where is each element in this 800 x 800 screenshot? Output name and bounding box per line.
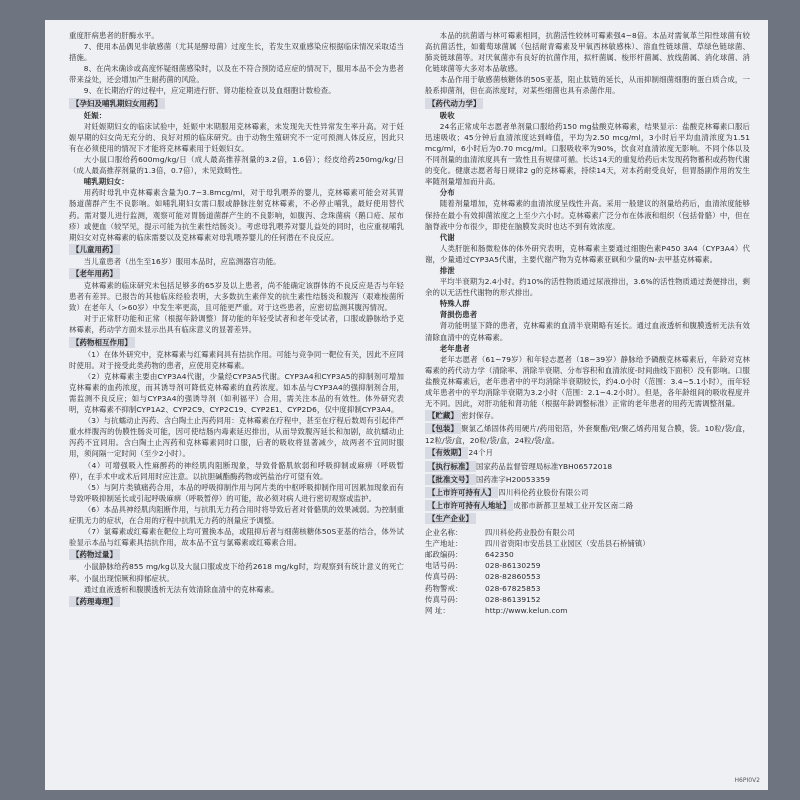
paragraph: 8、在尚未确诊或高度怀疑细菌感染时，以及在不符合预防适应症的情况下，服用本品不会为患者带来益处，还会增加产生耐药菌的风险。: [69, 64, 404, 85]
manufacturer-row: 传真号码： 028-82860553: [425, 572, 541, 582]
subheading: 肾损伤患者: [439, 310, 478, 320]
package-line: [425, 422, 750, 446]
paragraph: 9、在长期治疗的过程中，应定期进行肝、肾功能检查以及血细胞计数检查。: [83, 86, 336, 96]
manufacturer-row: 药物警戒： 028-67825853: [425, 583, 541, 593]
paragraph: 7、使用本品偶见非敏感菌（尤其是酵母菌）过度生长，若发生双重感染应根据临床情况采取适当措施。: [69, 42, 404, 63]
validity-value: 24个月: [468, 448, 494, 458]
paragraph: 通过血液透析和腹膜透析无法有效清除血清中的克林霉素。: [83, 584, 279, 594]
paragraph: 肾功能明显下降的患者，克林霉素的血清半衰期略有延长。通过血液透析和腹膜透析无法有效清除血清中的克林霉素。: [425, 321, 750, 342]
paragraph: 随着剂量增加，克林霉素的血清浓度呈线性升高。采用一般建议的剂量给药后，血清浓度能够保持在最小有效抑菌浓度之上至少六小时。克林霉素广泛分布在体液和组织（包括骨骼）中，但在脑脊液中分布很少，即使在脑膜发炎时也达不到有效浓度。: [425, 199, 750, 231]
manufacturer-row: 生产地址： 四川省资阳市安岳县工业园区（安岳县石桥铺镇）: [425, 539, 650, 549]
holder-value: 四川科伦药业股份有限公司: [498, 487, 589, 497]
validity-line: [425, 446, 750, 459]
section-heading-pharmacology: 【药理毒理】: [69, 596, 120, 607]
paragraph: 当儿童患者（出生至16岁）服用本品时，应监测器官功能。: [83, 256, 281, 266]
section-heading-holder: 【上市许可持有人】: [425, 487, 498, 498]
leaflet-sheet: [45, 20, 768, 790]
package-value: 聚氯乙烯固体药用硬片/药用铝箔，外套聚酯/铝/聚乙烯药用复合膜，袋。10粒/袋/盒，12粒/袋/盒，20粒/袋/盒，24粒/袋/盒。: [425, 424, 750, 446]
section-heading-interactions: 【药物相互作用】: [69, 337, 135, 348]
paragraph: 大小鼠口服给药600mg/kg/日（成人最高推荐剂量的3.2倍，1.6倍）；经皮给药250mg/kg/日（成人最高推荐剂量的1.3倍，0.7倍），未见致畸性。: [69, 155, 404, 176]
paragraph: 本品的抗菌谱与林可霉素相同，抗菌活性较林可霉素强4~8倍。本品对需氧革兰阳性球菌有较高抗菌活性，如葡萄球菌属（包括耐青霉素及甲氧西林敏感株）、溶血性链球菌、草绿色链球菌、肺炎链球菌等。对厌氧菌亦有良好的抗菌作用，拟杆菌属、梭形杆菌属、放线菌属、消化球菌、消化链球菌等大多对本品敏感。: [425, 31, 750, 74]
paragraph: （1）在体外研究中，克林霉素与红霉素间具有拮抗作用。可能与竞争同一靶位有关，因此不应同时使用。对于接受此类药物的患者，应使用克林霉素。: [69, 349, 404, 370]
section-heading-approval: 【批准文号】: [425, 474, 476, 485]
section-heading-standard: 【执行标准】: [425, 461, 476, 472]
storage-value: 密封保存。: [460, 411, 499, 421]
paragraph: （4）可增强吸入性麻醉药的神经肌肉阻断现象，导致骨骼肌软弱和呼吸抑制或麻痹（呼吸暂停），在手术中或术后同用时应注意。以抗胆碱酯酶药物或钙盐治疗可望有效。: [69, 460, 404, 481]
paragraph: （2）克林霉素主要由CYP3A4代谢，少量经CYP3A5代谢。CYP3A4和CYP3A5的抑制剂可增加克林霉素的血药浓度，而其诱导剂可降低克林霉素的血药浓度。如本品与CYP3A4的强抑制剂合用，需监测不良反应；如与CYP3A4的强诱导剂（如利福平）合用，需关注本品的有效性。体外研究表明，克林霉素不抑制CYP1A2、CYP2C9、CYP2C19、CYP2E1、CYP2D6，仅中度抑制CYP3A4。: [69, 371, 404, 415]
subheading: 妊娠：: [83, 110, 107, 120]
right-column: [425, 30, 750, 616]
paragraph: 24名正常成年志愿者单剂量口服给药150 mg盐酸克林霉素，结果显示：盐酸克林霉素口服后迅速吸收；45分钟后血清浓度达到峰值，平均为2.50 mcg/ml，3小时后平均血清浓度为1.51 mcg/ml，6小时后为0.70 mcg/ml。口服吸收率为90%，饮食对血清浓度无影响。不同个体以及不同剂量的血清浓度具有一致性且有规律可循。长达14天的重复给药后未发现药物蓄积或药物代谢的变化。健康志愿者每日规律2 g的克林霉素，持续14天，对本药耐受良好，但胃肠副作用的发生率随剂量增加而升高。: [425, 121, 750, 187]
paragraph: 克林霉素的临床研究未包括足够多的65岁及以上患者，尚不能确定该群体的不良反应是否与年轻患者有差异。已报告的其他临床经验表明，大多数抗生素伴发的抗生素性结肠炎和腹泻（艰难梭菌所致）在老年人（>60岁）中发生率更高，且可能更严重。对于这些患者，应密切监测其腹泻情况。: [69, 281, 404, 313]
section-heading-package: 【包装】: [425, 423, 461, 434]
subheading: 哺乳期妇女：: [83, 177, 129, 187]
paragraph: 本品作用于敏感菌核糖体的50S亚基，阻止肽链的延长，从而抑制细菌细胞的蛋白质合成，一般系抑菌剂，但在高浓度时，对某些细菌也具有杀菌作用。: [425, 75, 750, 96]
manufacturer-row: 企业名称： 四川科伦药业股份有限公司: [425, 528, 575, 538]
section-heading-elderly: 【老年用药】: [69, 268, 120, 279]
paragraph: 老年志愿者（61~79岁）和年轻志愿者（18~39岁）静脉给予磷酸克林霉素后，年龄对克林霉素的药代动力学（清除率、消除半衰期、分布容积和血清浓度-时间曲线下面积）没有影响。口服盐酸克林霉素后，老年患者中的平均消除半衰期较长，约4.0小时（范围：3.4~5.1小时），而年轻成年患者中的平均消除半衰期为3.2小时（范围：2.1~4.2小时）。但是，各年龄组间的吸收程度并无不同。因此，对肝功能和肾功能（根据年龄调整标准）正常的老年患者的用药无需调整剂量。: [425, 354, 750, 409]
paragraph: 小鼠静脉给药855 mg/kg以及大鼠口服或皮下给药2618 mg/kg时，均观察到有统计意义的死亡率。小鼠出现惊厥和抑郁症状。: [69, 562, 404, 583]
manufacturer-row: 网 址： http://www.kelun.com: [425, 605, 568, 615]
subheading: 特殊人群: [439, 299, 470, 309]
subheading: 分布: [439, 188, 455, 198]
manufacturer-row: 电话号码： 028-86130259: [425, 561, 541, 571]
section-heading-pregnancy: 【孕妇及哺乳期妇女用药】: [69, 98, 165, 109]
holder-address-value: 成都市新都卫星城工业开发区南二路: [513, 500, 634, 510]
holder-address-line: [425, 499, 750, 512]
paragraph: 平均半衰期为2.4小时。约10%的活性物质通过尿液排出，3.6%的活性物质通过粪便排出，剩余的以无活性代谢物的形式排出。: [425, 277, 750, 298]
section-heading-overdose: 【药物过量】: [69, 549, 120, 560]
paragraph: 重度肝病患者的肝酶水平。: [69, 31, 159, 40]
subheading: 老年患者: [439, 343, 470, 353]
standard-line: [425, 460, 750, 473]
paragraph: （3）与抗蠕动止泻药、含白陶土止泻药同用：克林霉素在疗程中，甚至在疗程后数周有引起伴严重水样腹泻的伪膜性肠炎可能，因可使结肠内毒素延迟排出，从而导致腹泻延长和加剧，故抗蠕动止泻药不宜同用。含白陶土止泻药和克林霉素同时口服，后者的吸收将显著减少，故两者不宜同时服用，须间隔一定时间（至少2小时）。: [69, 416, 404, 459]
manufacturer-row: 传真号码： 028-86139152: [425, 594, 541, 604]
paragraph: （6）本品具神经肌肉阻断作用，与抗肌无力药合用时将导致后者对骨骼肌的效果减弱。为控制重症肌无力的症状，在合用的疗程中抗肌无力药的剂量应予调整。: [69, 504, 404, 526]
subheading: 排泄: [439, 265, 455, 275]
approval-line: [425, 473, 750, 486]
paragraph: （5）与阿片类镇痛药合用，本品的呼吸抑制作用与阿片类的中枢呼吸抑制作用可因累加现象而有导致呼吸抑制延长或引起呼吸麻痹（呼吸暂停）的可能，故必须对病人进行密切观察或监护。: [69, 482, 404, 503]
standard-value: 国家药品监督管理局标准YBH06572018: [475, 461, 613, 471]
subheading: 吸收: [439, 110, 455, 120]
print-code: H6PI0V2: [734, 777, 760, 784]
section-heading-storage: 【贮藏】: [425, 410, 461, 421]
section-heading-pharmacokinetics: 【药代动力学】: [425, 98, 483, 109]
storage-line: [425, 409, 750, 422]
section-heading-manufacturer: 【生产企业】: [425, 513, 476, 524]
section-heading-children: 【儿童用药】: [69, 244, 120, 255]
subheading: 代谢: [439, 232, 455, 242]
paragraph: 对妊娠期妇女的临床试验中，妊娠中末期服用克林霉素，未发现先天性异常发生率升高。对于妊娠早期的妇女尚无充分的、良好对照的临床研究。由于动物生殖研究不一定可预测人体反应，因此只有在必须使用的情况下才能将克林霉素用于妊娠妇女。: [69, 121, 404, 153]
paragraph: 用药时母乳中克林霉素含量为0.7~3.8mcg/ml，对于母乳喂养的婴儿，克林霉素可能会对其胃肠道菌群产生不良影响。如哺乳期妇女需口服或静脉注射克林霉素，不必停止哺乳，最好使用替代药。需对婴儿进行监测，观察可能对胃肠道菌群产生的不良影响，如腹泻、念珠菌病（鹅口疮、尿布疹）或便血（较罕见，提示可能为抗生素性结肠炎）。考虑母乳喂养对婴儿益处的同时，也应重视哺乳期妇女对克林霉素的临床需要以及克林霉素对母乳喂养婴儿的任何潜在不良反应。: [69, 188, 404, 242]
section-heading-holder-address: 【上市许可持有人地址】: [425, 500, 513, 511]
paragraph: 人类肝脏和肠微粒体的体外研究表明，克林霉素主要通过细胞色素P450 3A4（CYP3A4）代谢，少量通过CYP3A5代谢，主要代谢产物为克林霉素亚砜和少量的N-去甲基克林霉素。: [425, 243, 750, 264]
approval-value: 国药准字H20053359: [475, 474, 550, 484]
paragraph: 对于正常肝功能和正常（根据年龄调整）肾功能的年轻受试者和老年受试者，口服或静脉给予克林霉素，药动学方面未显示出具有临床意义的显著差异。: [69, 314, 404, 335]
manufacturer-info: [425, 527, 750, 616]
paragraph: （7）氯霉素或红霉素在靶位上均可置换本品，或阻抑后者与细菌核糖体50S亚基的结合，体外试验显示本品与红霉素具拮抗作用，故本品不宜与氯霉素或红霉素合用。: [69, 527, 404, 548]
section-heading-validity: 【有效期】: [425, 447, 468, 458]
manufacturer-row: 邮政编码： 642350: [425, 550, 514, 560]
left-column: [69, 30, 404, 608]
holder-line: [425, 486, 750, 499]
